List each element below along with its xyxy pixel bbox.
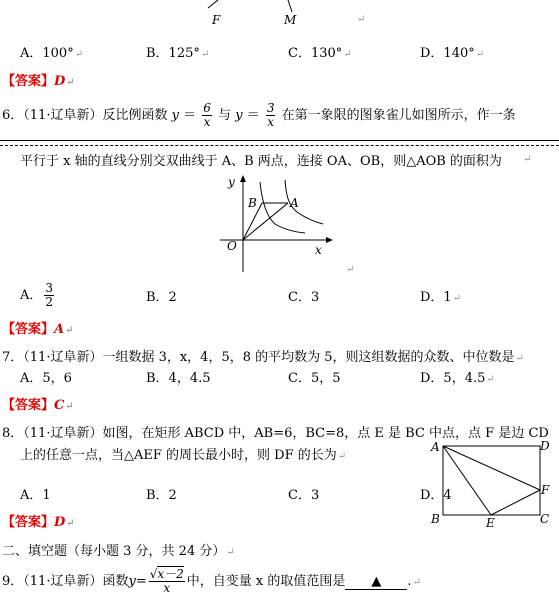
q7-text: 7．（11·辽阜新）一组数据 3，x，4，5，8 的平均数为 5，则这组数据的众数、中位数是↵ bbox=[2, 350, 524, 365]
q6-option-b: B．2 bbox=[146, 290, 177, 305]
section-2-heading: 二、填空题（每小题 3 分，共 24 分）↵ bbox=[2, 544, 235, 559]
label-e: E bbox=[486, 516, 495, 529]
fraction-denominator: x bbox=[267, 115, 275, 129]
q7-option-a: A．5，6 bbox=[20, 371, 72, 386]
fraction-3-2 bbox=[44, 282, 54, 309]
q9-y: y bbox=[128, 574, 136, 589]
triangle-mark: ▲ bbox=[371, 574, 382, 589]
q6-hyperbola-graph bbox=[215, 172, 345, 277]
q6-option-a bbox=[20, 282, 56, 309]
q6-eq2: ＝ bbox=[246, 108, 260, 123]
segment-ef bbox=[491, 490, 540, 515]
q8-option-b: B．2 bbox=[146, 488, 177, 503]
q6-number: 6．（11·辽阜新）反比例函数 bbox=[2, 108, 168, 123]
q6-option-d: D．1↵ bbox=[420, 290, 462, 305]
label-m: M bbox=[284, 13, 297, 27]
page-divider bbox=[0, 140, 559, 141]
q5-option-a: A．100°↵ bbox=[20, 46, 84, 61]
figure-line bbox=[208, 0, 218, 8]
q9-fraction bbox=[149, 568, 185, 595]
label-a: A bbox=[431, 440, 440, 454]
x-axis-arrow bbox=[326, 237, 333, 243]
q8-option-a: A．1 bbox=[20, 488, 51, 503]
q5-option-d: D．140°↵ bbox=[420, 46, 485, 61]
q6-eq1: ＝ bbox=[183, 108, 197, 123]
fraction-denominator: x bbox=[163, 581, 171, 595]
q5-option-b: B．125°↵ bbox=[146, 46, 210, 61]
return-mark: ↵ bbox=[346, 264, 355, 275]
y-label: y bbox=[228, 175, 235, 189]
label-c: C bbox=[540, 512, 550, 526]
q9-prefix: 9．（11·辽阜新）函数 bbox=[2, 574, 129, 589]
segment-af bbox=[443, 446, 540, 490]
answer-blank[interactable] bbox=[345, 574, 407, 590]
q6-fraction-3x bbox=[266, 102, 276, 129]
x-label: x bbox=[315, 243, 322, 257]
q7-option-b: B．4，4.5 bbox=[146, 371, 211, 386]
q8-line1: 8．（11·辽阜新）如图，在矩形 ABCD 中，AB=6，BC=8，点 E 是 BC 中点，点 F 是边 CD bbox=[2, 426, 549, 441]
q6-tail: 在第一象限的图象雀儿如图所示，作一条 bbox=[281, 108, 516, 123]
q8-option-d: D．4 bbox=[420, 488, 452, 503]
q6-answer: 【答案】A↵ bbox=[2, 322, 74, 337]
q8-line2: 上的任意一点，当△AEF 的周长最小时，则 DF 的长为↵ bbox=[20, 448, 347, 463]
q9-eq: = bbox=[135, 574, 147, 589]
q6-option-c: C．3 bbox=[288, 290, 320, 305]
q6-fraction-6x bbox=[202, 102, 212, 129]
sqrt-radicand: x－2 bbox=[157, 567, 184, 581]
fraction-numerator: 3 bbox=[45, 281, 54, 295]
q7-option-d: D．5，4.5↵ bbox=[420, 371, 495, 386]
q7-answer: 【答案】C↵ bbox=[2, 398, 74, 413]
q5-option-c: C．130°↵ bbox=[288, 46, 352, 61]
b-label: B bbox=[248, 196, 257, 210]
q7-option-c: C．5，5 bbox=[288, 371, 341, 386]
q9-end: . bbox=[407, 574, 412, 589]
q8-option-c: C．3 bbox=[288, 488, 320, 503]
rectangle-abcd bbox=[443, 446, 540, 515]
q9-suffix: 中，自变量 x 的取值范围是 bbox=[186, 574, 346, 589]
q6-mid: 与 bbox=[218, 108, 232, 123]
fraction-numerator: 3 bbox=[266, 101, 275, 115]
q6-y2: y bbox=[235, 108, 243, 123]
return-mark: ↵ bbox=[357, 14, 366, 25]
fraction-denominator: 2 bbox=[45, 295, 54, 309]
option-label: A． bbox=[20, 288, 43, 303]
figure-line bbox=[288, 0, 292, 12]
top-figure-fragment bbox=[190, 0, 330, 30]
y-axis-arrow bbox=[240, 175, 246, 182]
fraction-numerator: √x－2 bbox=[149, 567, 184, 581]
label-f: F bbox=[212, 13, 221, 27]
q6-y1: y bbox=[171, 108, 179, 123]
q8-answer: 【答案】D↵ bbox=[2, 515, 75, 530]
return-mark: ↵ bbox=[523, 154, 532, 165]
label-f: F bbox=[541, 483, 550, 497]
q5-answer: 【答案】D↵ bbox=[2, 74, 75, 89]
q9-text: 9．（11·辽阜新）函数y= $\frac{√x-2}{x}$ 中，自变量 x 的取值范围是 ▲ .↵ bbox=[2, 567, 421, 595]
label-d: D bbox=[540, 439, 550, 453]
q6-line2: 平行于 x 轴的直线分别交双曲线于 A、B 两点，连接 OA、OB，则△AOB 的面积为 bbox=[20, 154, 502, 169]
label-b: B bbox=[431, 512, 440, 526]
fraction-numerator: 6 bbox=[203, 101, 211, 115]
q6-line1 bbox=[2, 102, 516, 129]
q8-rectangle-figure bbox=[428, 437, 559, 529]
o-label: O bbox=[227, 239, 237, 253]
a-label: A bbox=[290, 196, 299, 210]
page-break-dashed bbox=[0, 145, 559, 146]
fraction-denominator: x bbox=[203, 115, 211, 129]
